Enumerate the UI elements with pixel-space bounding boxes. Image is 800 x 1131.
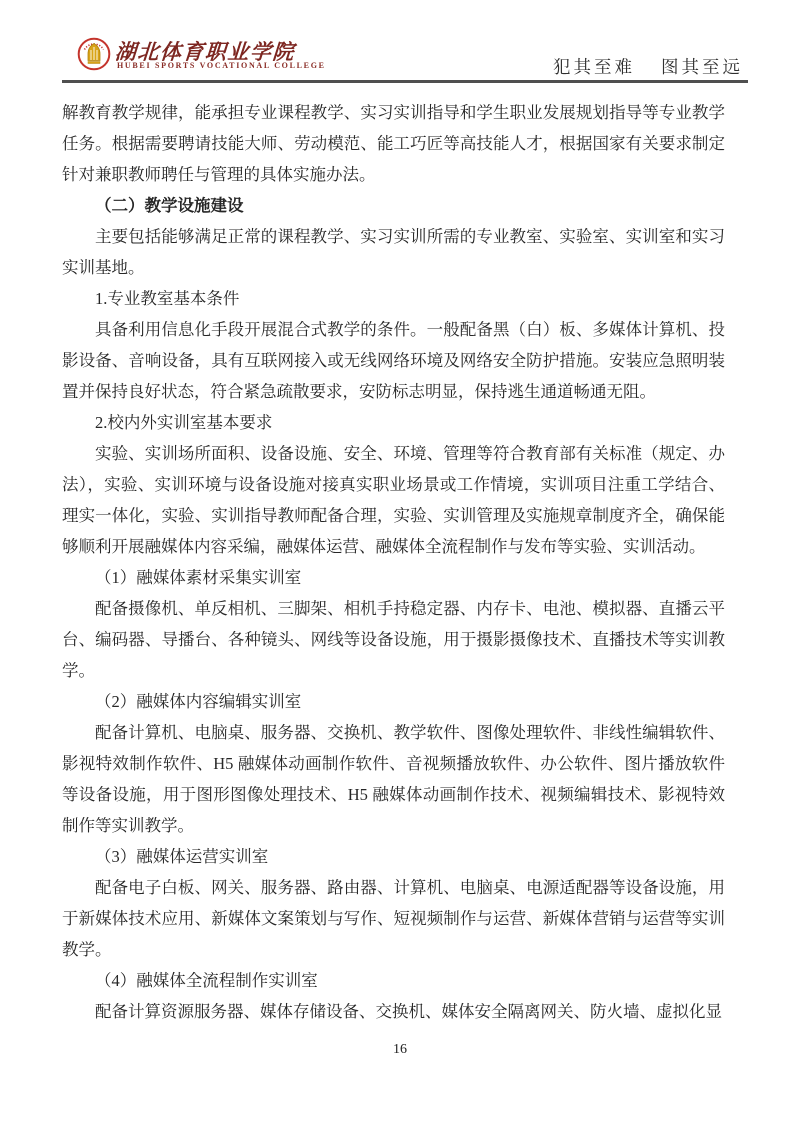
subheading: （2）融媒体内容编辑实训室 [95, 692, 302, 711]
motto-left: 犯其至难 [553, 57, 635, 77]
page-number: 16 [393, 1042, 407, 1057]
subheading: （1）融媒体素材采集实训室 [95, 568, 302, 587]
paragraph: 配备摄像机、单反相机、三脚架、相机手持稳定器、内存卡、电池、模拟器、直播云平台、编码器、导播台、各种镜头、网线等设备设施，用于摄影摄像技术、直播技术等实训教学。 [62, 599, 725, 680]
college-name-english: HUBEI SPORTS VOCATIONAL COLLEGE [117, 61, 326, 70]
college-seal-icon [77, 37, 111, 71]
paragraph: 主要包括能够满足正常的课程教学、实习实训所需的专业教室、实验室、实训室和实习实训基地。 [62, 227, 725, 277]
paragraph: 具备利用信息化手段开展混合式教学的条件。一般配备黑（白）板、多媒体计算机、投影设备、音响设备，具有互联网接入或无线网络环境及网络安全防护措施。安装应急照明装置并保持良好状态，符合紧急疏散要求，安防标志明显，保持逃生通道畅通无阻。 [62, 320, 725, 401]
section-heading: （二）教学设施建设 [95, 196, 244, 215]
subheading: 1.专业教室基本条件 [95, 289, 240, 308]
paragraph: 配备计算资源服务器、媒体存储设备、交换机、媒体安全隔离网关、防火墙、虚拟化显 [95, 1002, 722, 1021]
subheading: （4）融媒体全流程制作实训室 [95, 971, 318, 990]
college-name-chinese: 湖北体育职业学院 [114, 40, 296, 64]
subheading: （3）融媒体运营实训室 [95, 847, 269, 866]
document-body [62, 97, 725, 1027]
paragraph: 解教育教学规律，能承担专业课程教学、实习实训指导和学生职业发展规划指导等专业教学任务。根据需要聘请技能大师、劳动模范、能工巧匠等高技能人才，根据国家有关要求制定针对兼职教师聘任与管理的具体实施办法。 [62, 103, 725, 184]
subheading: 2.校内外实训室基本要求 [95, 413, 273, 432]
paragraph: 配备计算机、电脑桌、服务器、交换机、教学软件、图像处理软件、非线性编辑软件、影视特效制作软件、H5 融媒体动画制作软件、音视频播放软件、办公软件、图片播放软件等设备设施，用于图形图像处理技术、H5 融媒体动画制作技术、视频编辑技术、影视特效制作等实训教学。 [62, 723, 725, 835]
page-header [0, 0, 800, 84]
paragraph: 实验、实训场所面积、设备设施、安全、环境、管理等符合教育部有关标准（规定、办法），实验、实训环境与设备设施对接真实职业场景或工作情境，实训项目注重工学结合、理实一体化，实验、实训指导教师配备合理，实验、实训管理及实施规章制度齐全，确保能够顺利开展融媒体内容采编，融媒体运营、融媒体全流程制作与发布等实验、实训活动。 [62, 444, 725, 556]
header-divider-line [62, 80, 748, 83]
motto-right: 图其至远 [661, 57, 743, 77]
paragraph: 配备电子白板、网关、服务器、路由器、计算机、电脑桌、电源适配器等设备设施，用于新媒体技术应用、新媒体文案策划与写作、短视频制作与运营、新媒体营销与运营等实训教学。 [62, 878, 725, 959]
college-motto [553, 54, 743, 79]
